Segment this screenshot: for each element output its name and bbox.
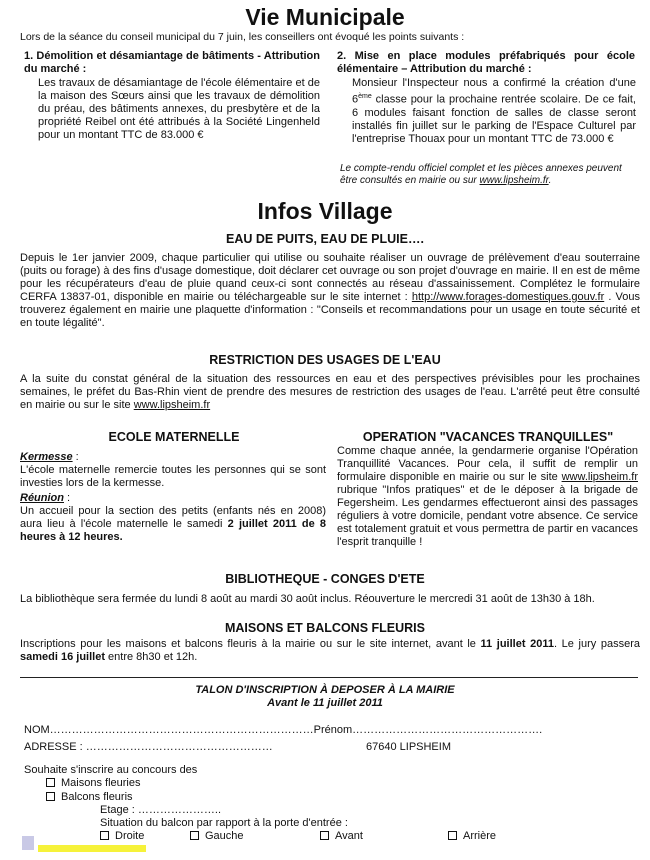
otv-text: Comme chaque année, la gendarmerie organise l'Opération Tranquillité Vacances. Pour cela, il suffit de remplir un formulaire disponible en mairie ou sur le site www.lipsheim.fr rubrique "Infos pratiques" et de le déposer à la brigade de Fegersheim. Les gendarmes effectueront ainsi des passages réguliers à votre domicile, pendant votre absence. Ce service est totalement gratuit et vous permettra de partir en vacances l'esprit tranquille ! [337, 445, 638, 548]
biblio-title: BIBLIOTHEQUE - CONGES D'ETE [225, 572, 425, 586]
souhaite-label: Souhaite s'inscrire au concours des [24, 764, 198, 776]
lipsheim-link[interactable]: www.lipsheim.fr [561, 471, 638, 483]
adresse-field[interactable]: ADRESSE : …………………………………………… [24, 741, 273, 753]
infos-village-title: Infos Village [257, 198, 393, 224]
kermesse-text: L'école maternelle remercie toutes les personnes qui se sont investies lors de la kermesse. [20, 464, 326, 489]
etage-field[interactable]: Etage : ………………….. [100, 804, 222, 816]
droite-checkbox[interactable]: Droite [100, 830, 144, 842]
item2-heading: 2. Mise en place modules préfabriqués pour école élémentaire – Attribution du marché : [337, 50, 635, 75]
checkbox-icon [46, 792, 55, 801]
lipsheim-link[interactable]: www.lipsheim.fr [479, 175, 549, 186]
item1-heading: 1. Démolition et désamiantage de bâtiments - Attribution du marché : [24, 50, 320, 75]
checkbox-icon [190, 831, 199, 840]
council-intro: Lors de la séance du conseil municipal du 7 juin, les conseillers ont évoqué les points suivants : [20, 31, 465, 43]
checkbox-icon [320, 831, 329, 840]
biblio-text: La bibliothèque sera fermée du lundi 8 août au mardi 30 août inclus. Réouverture le mercredi 31 août de 13h30 à 18h. [20, 593, 595, 605]
maisons-text: Inscriptions pour les maisons et balcons fleuris à la mairie ou sur le site internet, avant le 11 juillet 2011. Le jury passera samedi 16 juillet entre 8h30 et 12h. [20, 638, 640, 663]
form-deadline: Avant le 11 juillet 2011 [267, 697, 383, 709]
avant-checkbox[interactable]: Avant [320, 830, 363, 842]
maisons-title: MAISONS ET BALCONS FLEURIS [224, 621, 425, 635]
checkbox-icon [100, 831, 109, 840]
restriction-text: A la suite du constat général de la situation des ressources en eau et des perspectives prévisibles pour les prochaines semaines, le préfet du Bas-Rhin vient de prendre des mesures de restriction des usages de l'eau. L'arrêté peut être consulté en mairie ou sur le site www.lipsheim.fr [20, 373, 640, 411]
otv-title: OPERATION "VACANCES TRANQUILLES" [362, 430, 614, 444]
balcons-checkbox[interactable]: Balcons fleuris [46, 791, 133, 803]
nom-field[interactable]: NOM………………………………………………………………Prénom……………………………………………. [24, 724, 543, 736]
situation-label: Situation du balcon par rapport à la porte d'entrée : [100, 817, 348, 829]
postal-code-city: 67640 LIPSHEIM [366, 741, 451, 753]
gauche-checkbox[interactable]: Gauche [190, 830, 244, 842]
checkbox-icon [46, 778, 55, 787]
maisons-checkbox[interactable]: Maisons fleuries [46, 777, 140, 789]
restriction-title: RESTRICTION DES USAGES DE L'EAU [209, 353, 441, 367]
form-separator [20, 677, 638, 678]
scan-mark [22, 836, 34, 850]
kermesse-label: Kermesse : [20, 451, 79, 463]
lipsheim-link[interactable]: www.lipsheim.fr [133, 399, 211, 411]
reunion-text: Un accueil pour la section des petits (enfants nés en 2008) aura lieu à l'école maternelle le samedi 2 juillet 2011 de 8 heures à 12 heures. [20, 505, 326, 543]
highlight-mark [38, 845, 146, 852]
form-title: TALON D'INSCRIPTION À DEPOSER À LA MAIRIE [195, 684, 455, 696]
item2-text: Monsieur l'Inspecteur nous a confirmé la création d'une 6ème classe pour la prochaine rentrée scolaire. De ce fait, 6 modules faisant fonction de salles de classe seront installés fin juillet sur le parking de l'Espace Culturel par l'entreprise Thouax pour un montant TTC de 73.000 € [352, 77, 636, 145]
item1-text: Les travaux de désamiantage de l'école élémentaire et de la maison des Sœurs ainsi que les travaux de démolition du préau, des bâtiments annexes, du presbytère et de la propriété Reibel ont été attribués à la Société Lingenheld pour un montant TTC de 83.000 € [38, 77, 320, 141]
minutes-note: Le compte-rendu officiel complet et les pièces annexes peuvent être consultés en mairie ou sur www.lipsheim.fr. [340, 163, 622, 186]
vie-municipale-title: Vie Municipale [245, 4, 405, 30]
ecole-title: ECOLE MATERNELLE [108, 430, 240, 444]
puits-title: EAU DE PUITS, EAU DE PLUIE…. [226, 232, 424, 246]
forages-link[interactable]: http://www.forages-domestiques.gouv.fr [411, 291, 605, 303]
arriere-checkbox[interactable]: Arrière [448, 830, 496, 842]
puits-text: Depuis le 1er janvier 2009, chaque particulier qui utilise ou souhaite réaliser un ouvrage de prélèvement d'eau souterraine (puits ou forage) à des fins d'usage domestique, doit déclarer cet ouvrage ou son projet d'ouvrage en mairie. Il en est de même pour les récupérateurs d'eau de pluie quand ceux-ci sont connectés au réseau d'assainissement. Complétez le formulaire CERFA 13837-01, disponible en mairie ou téléchargeable sur le site internet : http://www.forages-domestiques.gouv.fr . Vous trouverez également en mairie une plaquette d'information : "Conseils et recommandations pour un usage en toute sécurité et en toute légalité". [20, 252, 640, 329]
checkbox-icon [448, 831, 457, 840]
reunion-label: Réunion : [20, 492, 71, 504]
